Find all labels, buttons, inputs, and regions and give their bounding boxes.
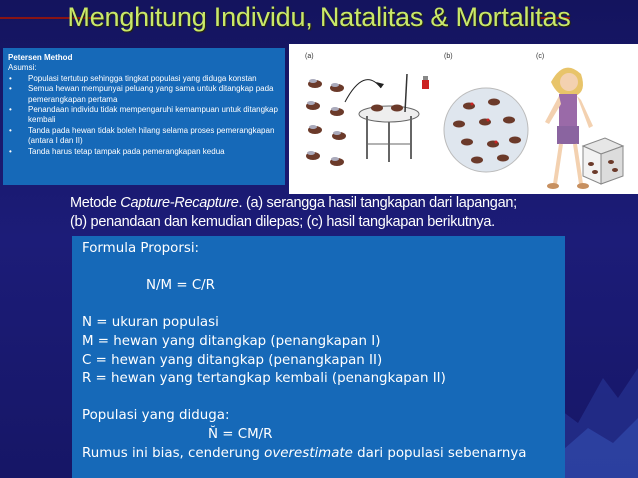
- caption-suffix: . (a) serangga hasil tangkapan dari lapangan;: [238, 195, 517, 211]
- info-subheading: Asumsi:: [8, 63, 37, 73]
- bias-note-suffix: dari populasi sebenarnya: [352, 445, 527, 461]
- info-heading: Petersen Method: [8, 53, 73, 62]
- formula-box: [72, 236, 565, 478]
- spacer: [82, 259, 555, 278]
- caption-prefix: Metode: [70, 195, 121, 211]
- formula-equation: N/M = C/R: [146, 278, 215, 294]
- caption-method-name: Capture-Recapture: [120, 195, 239, 211]
- bias-note-emphasis: overestimate: [264, 445, 353, 461]
- definition-m: M = hewan yang ditangkap (penangkapan I): [82, 333, 381, 349]
- spacer: [82, 389, 555, 408]
- slide-title: Menghitung Individu, Natalitas & Mortalitas: [67, 2, 571, 32]
- caption-line-2: (b) penandaan dan kemudian dilepas; (c) hasil tangkapan berikutnya.: [70, 214, 495, 230]
- petersen-assumptions-box: [3, 48, 285, 185]
- captured-insects-group: [306, 79, 346, 166]
- released-insects-circle: [444, 88, 528, 172]
- bias-note-prefix: Rumus ini bias, cenderung: [82, 445, 265, 461]
- estimate-equation: N̆ = CM/R: [208, 426, 273, 442]
- estimate-label: Populasi yang diduga:: [82, 408, 230, 424]
- spacer: [82, 296, 555, 315]
- definition-c: C = hewan yang ditangkap (penangkapan II): [82, 352, 383, 368]
- figure-label-b: (b): [444, 53, 453, 60]
- assumption-item: • Penandaan individu tidak mempengaruhi kemampuan untuk ditangkap kembali: [8, 105, 280, 126]
- arrow-to-table: [345, 80, 381, 102]
- figure-caption: [70, 194, 570, 232]
- assumption-item: • Semua hewan mempunyai peluang yang sama untuk ditangkap pada pemerangkapan pertama: [8, 84, 280, 105]
- formula-heading: Formula Proporsi:: [82, 241, 200, 256]
- figure-label-c: (c): [536, 53, 545, 60]
- figure-label-a: (a): [305, 53, 314, 60]
- definition-n: N = ukuran populasi: [82, 315, 219, 331]
- assumption-list: [8, 74, 280, 157]
- assumption-item: • Tanda harus tetap tampak pada pemerangkapan kedua: [8, 147, 280, 157]
- definition-r: R = hewan yang tertangkap kembali (penangkapan II): [82, 371, 446, 387]
- capture-recapture-illustration: [289, 44, 638, 194]
- marking-table: [359, 74, 429, 162]
- collector-girl-illustration: [545, 68, 623, 189]
- bias-note: [82, 445, 555, 464]
- assumption-item: • Populasi tertutup sehingga tingkat populasi yang diduga konstan: [8, 74, 280, 84]
- assumption-item: • Tanda pada hewan tidak boleh hilang selama proses pemerangkapan (antara I dan II): [8, 126, 280, 147]
- caption-line-1: [70, 194, 570, 213]
